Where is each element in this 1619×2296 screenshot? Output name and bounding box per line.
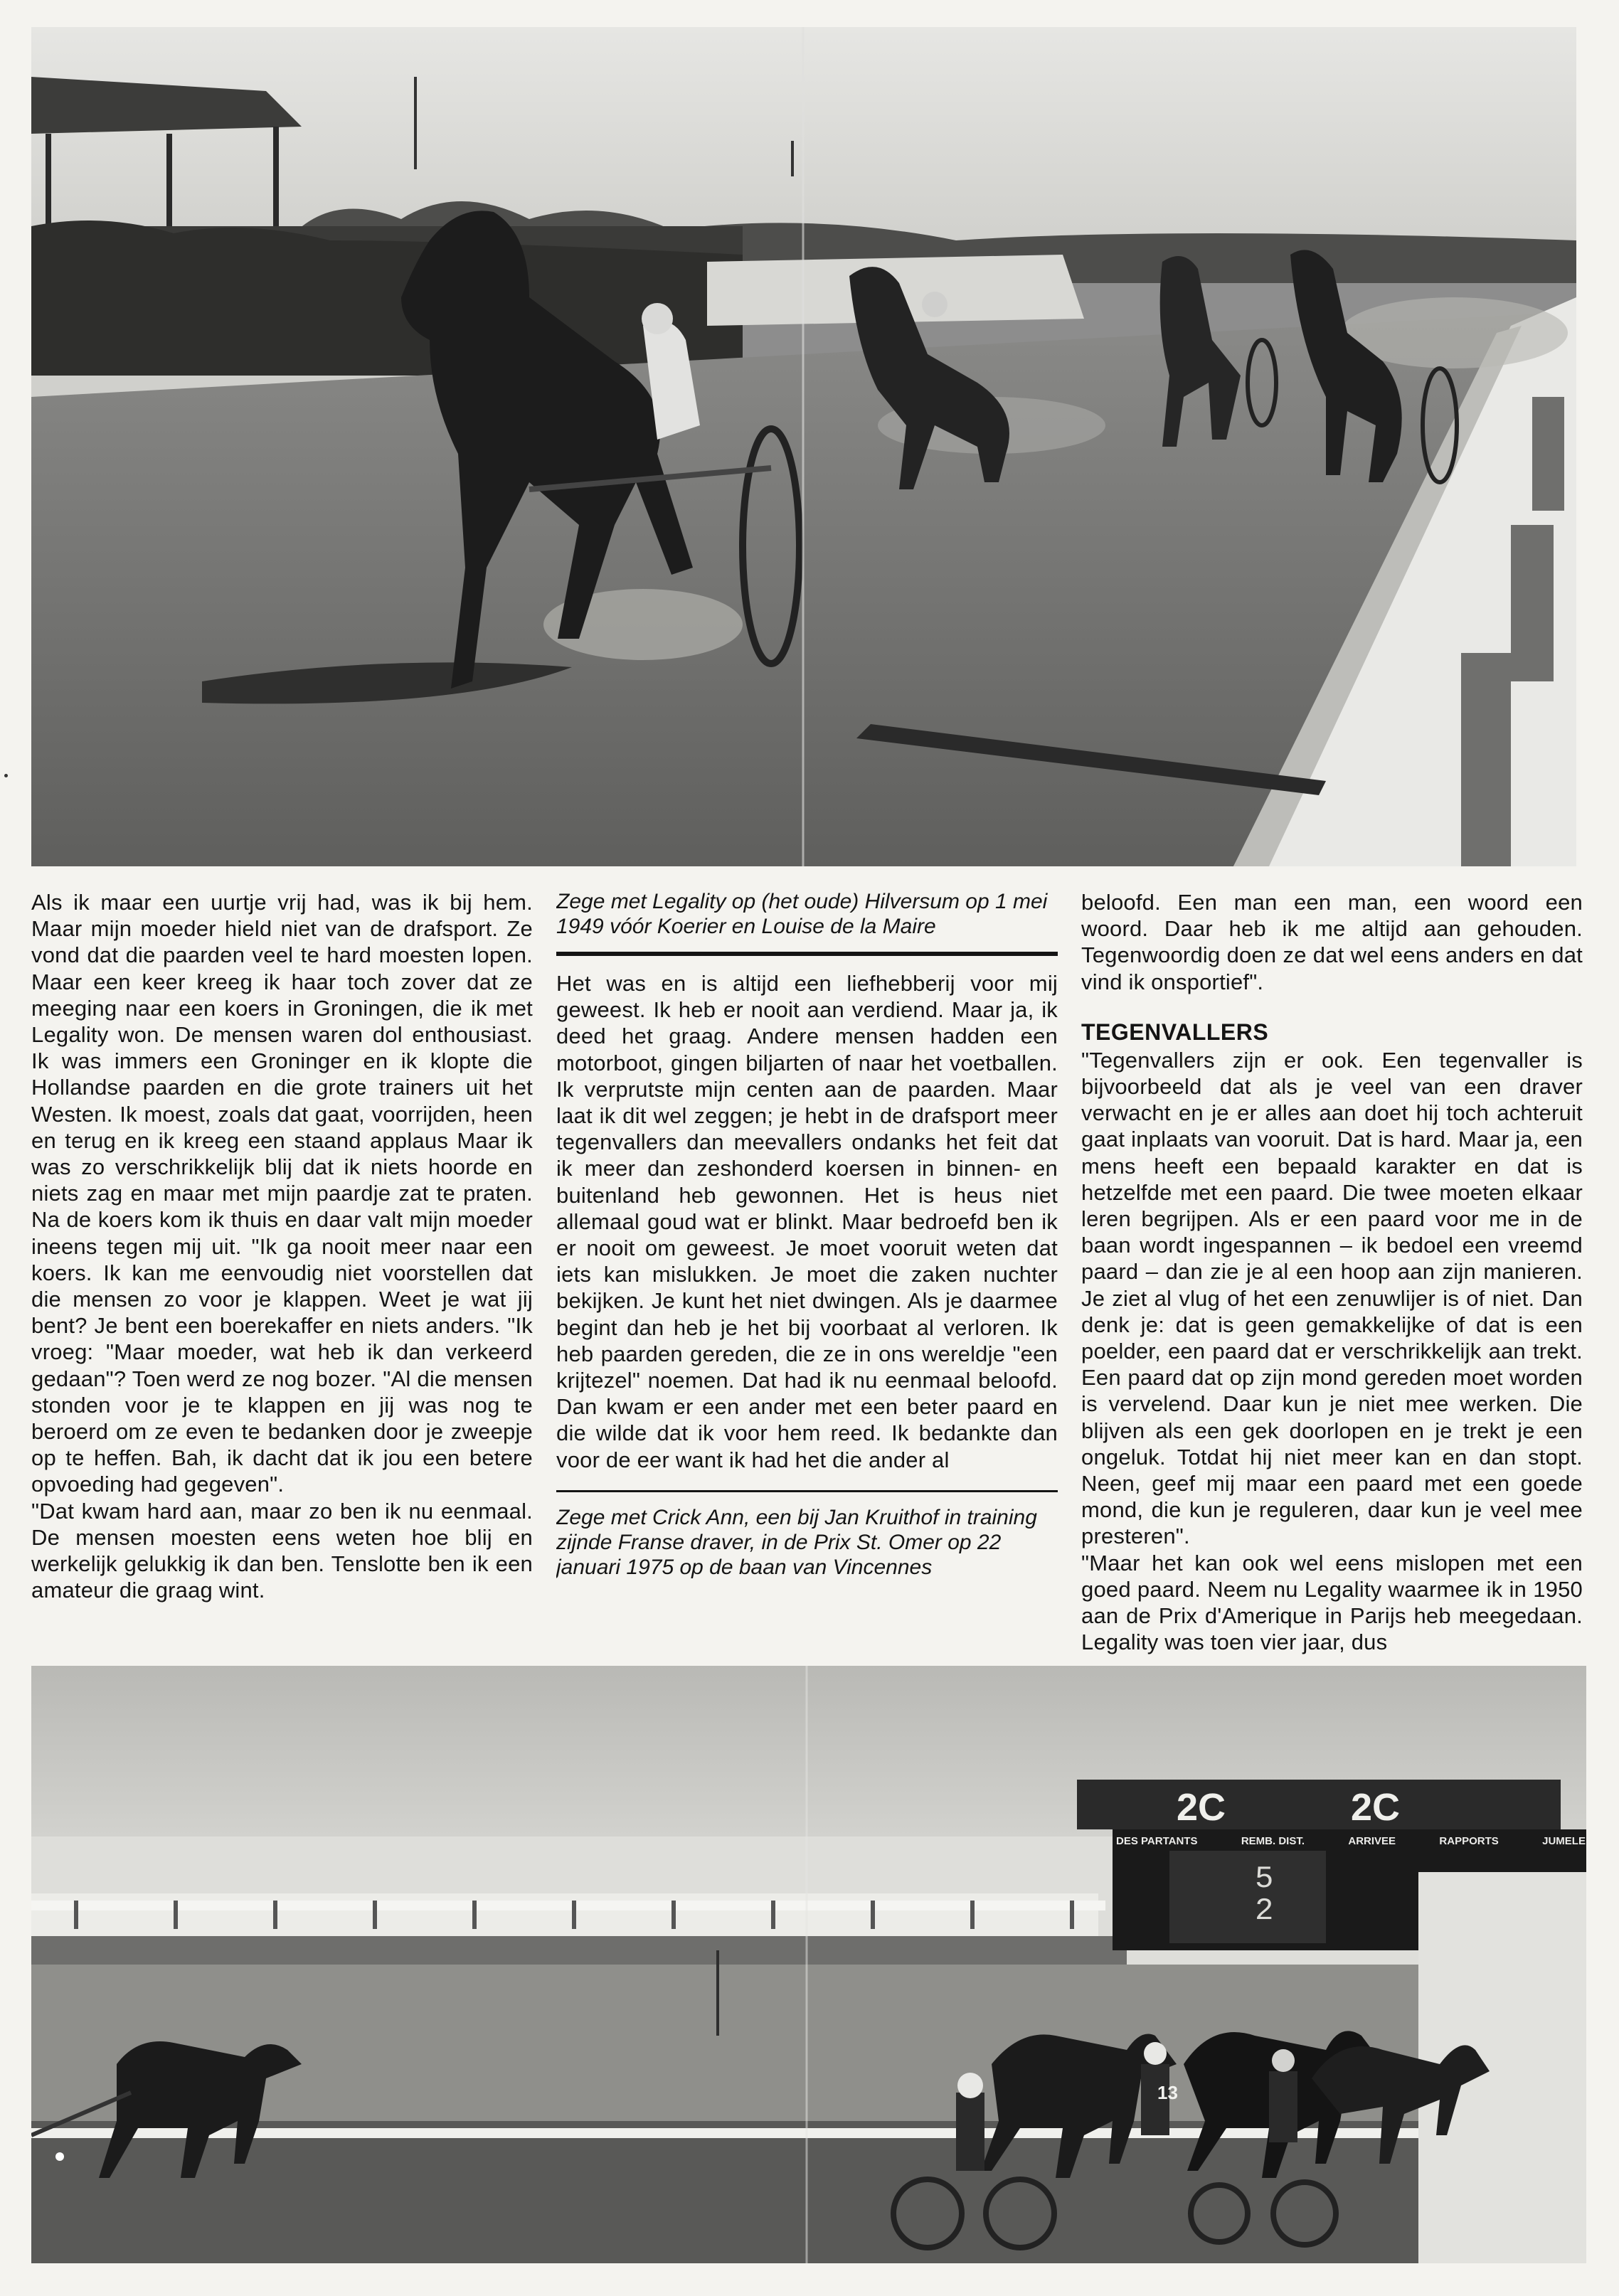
caption-divider [556, 952, 1058, 956]
article-body-middle: Het was en is altijd een liefhebberij voor mij geweest. Ik heb er nooit aan verdiend. Maar ja, ik deed het graag. Andere mensen hadden een motorboot, gingen biljarten of naar het voetballen. Ik verprutste mijn centen aan de paarden. Maar laat ik dit wel zeggen; je hebt in de drafsport meer tegenvallers dan meevallers ondanks het feit dat ik meer dan zeshonderd koersen in binnen- en buitenland heb gewonnen. Het is heus niet allemaal goud wat er blinkt. Maar bedroefd ben ik er nooit om geweest. Je moet vooruit weten dat iets kan mislukken. Je moet die zaken nuchter bekijken. Je kunt het niet dwingen. Als je daarmee begint dan heb je het bij voorbaat al verloren. Ik heb paarden gereden, die ze in ons wereldje "een krijtezel" noemen. Dat had ik nu eenmaal beloofd. Dan kwam er een ander met een beter paard en die wilde dat ik voor hem reed. Ik bedankte dan voor de eer want ik had het die ander al [556, 971, 1058, 1472]
scoreboard-digit: 5 [1255, 1861, 1274, 1897]
scoreboard-label: REMB. DIST. [1241, 1835, 1305, 1847]
photo-top-illustration [31, 27, 1576, 866]
scoreboard-label: ARRIVEE [1348, 1835, 1396, 1847]
photo-caption-top: Zege met Legality op (het oude) Hilversum op 1 mei 1949 vóór Koerier en Louise de la Maire [556, 890, 1048, 938]
scoreboard-number-left: 2C [1177, 1786, 1226, 1829]
scoreboard-label: RAPPORTS [1439, 1835, 1499, 1847]
saddle-cloth-number: 13 [1157, 2082, 1178, 2103]
text-column-right [1081, 889, 1583, 1657]
photo-bottom-illustration [31, 1666, 1586, 2263]
article-body-right: "Tegenvallers zijn er ook. Een tegenvaller is bijvoorbeeld dat als je veel van een draver verwacht en je er alles aan doet hij toch achteruit gaat inplaats van vooruit. Dat is hard. Maar ja, een mens heeft een bepaald karakter en dat is hetzelfde met een paard. Die twee moeten elkaar leren begrijpen. Als er een paard voor me in de baan wordt ingespannen – ik bedoel een vreemd paard – dan zie je al een hoop aan zijn manieren. Je ziet al vlug of het een zenuwlijer is of niet. Dan denk je: dat is geen gemakkelijke of dat is een poelder, een paard dat er verschrikkelijk aan trekt. Een paard dat op zijn mond gereden moet worden is vervelend. Daar kun je niet mee werken. Die blijven als een gek doorlopen en je trekt je een ongeluk. Totdat hij niet meer kan en dan stopt. Neen, geef mij maar een paard met een goede mond, die kun je reguleren, daar kun je veel mee presteren". "Maar het kan ook wel eens mislopen met een goed paard. Neem nu Legality waarmee ik in 1950 aan de Prix d'Amerique in Parijs heb meegedaan. Legality was toen vier jaar, dus [1081, 1047, 1583, 1655]
scoreboard-top [1077, 1780, 1561, 1829]
scan-speck [4, 774, 8, 777]
scoreboard-digit: 2 [1255, 1893, 1274, 1929]
photo-caption-bottom: Zege met Crick Ann, een bij Jan Kruithof in training zijnde Franse draver, in de Prix St. Omer op 22 januari 1975 op de baan van Vincennes [556, 1505, 1037, 1579]
text-column-middle [556, 889, 1058, 1657]
photo-harness-race-hilversum [31, 27, 1576, 866]
scoreboard-label: JUMELE [1542, 1835, 1586, 1847]
scoreboard-label: DES PARTANTS [1116, 1835, 1198, 1847]
scoreboard-labels [1116, 1835, 1586, 1847]
scoreboard-number-right: 2C [1351, 1786, 1401, 1829]
article-body-right-top: beloofd. Een man een man, een woord een woord. Daar heb ik me altijd aan gehouden. Tegenwoordig doen ze dat wel eens anders en dat vind ik onsportief". [1081, 890, 1583, 994]
section-heading: TEGENVALLERS [1081, 1019, 1269, 1045]
text-column-left [31, 889, 533, 1657]
article-body-left: Als ik maar een uurtje vrij had, was ik bij hem. Maar mijn moeder hield niet van de drafsport. Ze vond dat die paarden veel te hard moesten lopen. Maar een keer kreeg ik haar toch zover dat ze meeging naar een koers in Groningen, die ik met Legality won. De mensen waren dol enthousiast. Ik was immers een Groninger en ik klopte die Hollandse paarden en die grote trainers uit het Westen. Ik moest, zoals dat gaat, voorrijden, heen en terug en ik kreeg een staand applaus Maar ik was zo verschrikkelijk blij dat ik niets hoorde en niets zag en maar met mijn paardje zat te praten. Na de koers kom ik thuis en daar valt mijn moeder ineens tegen mij uit. "Ik ga nooit meer naar een koers. Ik kan me eenvoudig niet voorstellen dat die mensen zo voor je klappen. Weet je wat jij bent? Je bent een boerekaffer en niets anders. "Ik vroeg: "Maar moeder, wat heb ik dan verkeerd gedaan"? Toen werd ze nog bozer. "Al die mensen stonden voor je te klappen en jij was nog te beroerd om ze even te bedanken door je zweepje op te heffen. Bah, ik dacht dat ik jou een betere opvoeding had gegeven". "Dat kwam hard aan, maar zo ben ik nu eenmaal. De mensen moesten eens weten hoe blij en werkelijk gelukkig ik dan ben. Tenslotte ben ik een amateur die graag wint. [31, 890, 533, 1603]
photo-harness-race-vincennes [31, 1666, 1586, 2263]
caption-divider-bottom [556, 1490, 1058, 1492]
